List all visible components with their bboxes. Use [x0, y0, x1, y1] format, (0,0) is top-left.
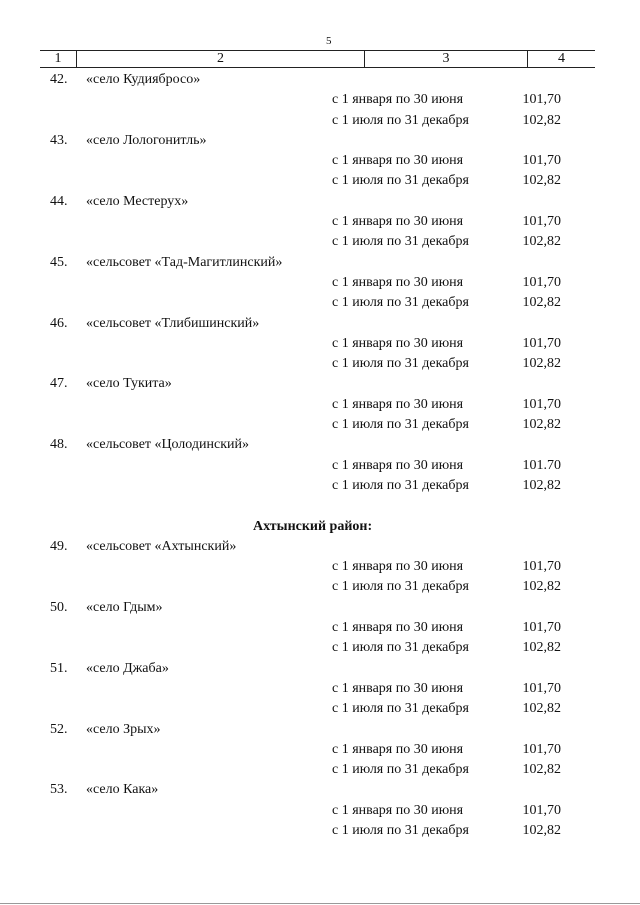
period-label: с 1 июля по 31 декабря: [332, 477, 469, 493]
table-row: [0, 456, 640, 476]
period-label: с 1 июля по 31 декабря: [332, 173, 469, 189]
table-row: [0, 557, 640, 577]
table-header: [40, 50, 595, 68]
period-label: с 1 января по 30 июня: [332, 680, 464, 696]
rate-value: 102,82: [522, 701, 561, 717]
entry-name: «сельсовет «Ахтынский»: [86, 538, 237, 554]
rate-value: 101,70: [522, 802, 561, 818]
period-label: с 1 января по 30 июня: [332, 741, 464, 757]
period-label: с 1 января по 30 июня: [332, 802, 464, 818]
entry-number: 50.: [50, 599, 68, 615]
table-row: [0, 821, 640, 841]
period-label: с 1 июля по 31 декабря: [332, 112, 469, 128]
header-col-4: 4: [558, 51, 565, 66]
blank-row: [0, 496, 640, 516]
table-row: [0, 679, 640, 699]
table-row: [0, 740, 640, 760]
rate-value: 102,82: [522, 234, 561, 250]
table-row: [0, 780, 640, 800]
entry-name: «село Местерух»: [86, 193, 189, 209]
rate-value: 102,82: [522, 822, 561, 838]
rate-value: 101,70: [522, 741, 561, 757]
rate-value: 102,82: [522, 417, 561, 433]
table-row: [0, 395, 640, 415]
table-row: [0, 415, 640, 435]
table-row: [0, 111, 640, 131]
table-row: [0, 212, 640, 232]
period-label: с 1 января по 30 июня: [332, 92, 464, 108]
entry-number: 46.: [50, 315, 68, 331]
table-row: [0, 232, 640, 252]
entry-name: «сельсовет «Цолодинский»: [86, 437, 249, 453]
table-row: [0, 354, 640, 374]
table-row: [0, 90, 640, 110]
rate-value: 101,70: [522, 335, 561, 351]
rate-value: 102,82: [522, 640, 561, 656]
table-row: [0, 720, 640, 740]
period-label: с 1 января по 30 июня: [332, 214, 464, 230]
period-label: с 1 января по 30 июня: [332, 153, 464, 169]
period-label: с 1 июля по 31 декабря: [332, 701, 469, 717]
entry-number: 52.: [50, 721, 68, 737]
entry-name: «село Тукита»: [86, 376, 172, 392]
table-row: [0, 70, 640, 90]
table-row: [0, 801, 640, 821]
entry-name: «село Джаба»: [86, 660, 169, 676]
table-row: [0, 699, 640, 719]
rate-value: 101,70: [522, 274, 561, 290]
entry-number: 45.: [50, 254, 68, 270]
entry-number: 53.: [50, 782, 68, 798]
period-label: с 1 июля по 31 декабря: [332, 822, 469, 838]
table-row: [0, 314, 640, 334]
table-row: [0, 618, 640, 638]
rate-value: 102,82: [522, 356, 561, 372]
header-col-3: 3: [365, 51, 528, 67]
period-label: с 1 июля по 31 декабря: [332, 579, 469, 595]
entry-name: «село Зрых»: [86, 721, 161, 737]
period-label: с 1 июля по 31 декабря: [332, 234, 469, 250]
entry-number: 48.: [50, 437, 68, 453]
rate-value: 101,70: [522, 396, 561, 412]
rate-value: 101,70: [522, 680, 561, 696]
page-bottom-rule: [0, 903, 640, 904]
rate-value: 102,82: [522, 762, 561, 778]
rate-value: 102,82: [522, 295, 561, 311]
rate-value: 102,82: [522, 477, 561, 493]
header-col-2: 2: [77, 51, 365, 67]
entry-number: 51.: [50, 660, 68, 676]
period-label: с 1 января по 30 июня: [332, 620, 464, 636]
table-row: [0, 171, 640, 191]
rate-value: 101,70: [522, 214, 561, 230]
table-row: [0, 476, 640, 496]
table-row: [0, 659, 640, 679]
entry-name: «село Гдым»: [86, 599, 163, 615]
period-label: с 1 июля по 31 декабря: [332, 417, 469, 433]
period-label: с 1 июля по 31 декабря: [332, 640, 469, 656]
header-col-1: 1: [40, 51, 77, 67]
rate-value: 101,70: [522, 559, 561, 575]
entry-number: 49.: [50, 538, 68, 554]
rate-value: 101,70: [522, 620, 561, 636]
period-label: с 1 января по 30 июня: [332, 274, 464, 290]
district-heading: Ахтынский район:: [253, 518, 373, 534]
page-number: 5: [326, 35, 332, 47]
entry-name: «село Кудиябросо»: [86, 72, 201, 87]
entry-number: 42.: [50, 72, 68, 87]
table-row: [0, 598, 640, 618]
entry-name: «сельсовет «Тлибишинский»: [86, 315, 260, 331]
table-row: [0, 638, 640, 658]
table-row: [0, 131, 640, 151]
table-row: [0, 253, 640, 273]
table-row: [0, 537, 640, 557]
rate-value: 101.70: [522, 457, 561, 473]
entry-name: «сельсовет «Тад-Магитлинский»: [86, 254, 283, 270]
period-label: с 1 июля по 31 декабря: [332, 295, 469, 311]
table-row: [0, 151, 640, 171]
district-heading-row: [0, 517, 640, 537]
rate-value: 102,82: [522, 173, 561, 189]
period-label: с 1 июля по 31 декабря: [332, 762, 469, 778]
period-label: с 1 января по 30 июня: [332, 457, 464, 473]
rate-value: 101,70: [522, 92, 561, 108]
table-row: [0, 293, 640, 313]
entry-number: 47.: [50, 376, 68, 392]
table-body: [0, 70, 640, 841]
period-label: с 1 января по 30 июня: [332, 335, 464, 351]
period-label: с 1 января по 30 июня: [332, 559, 464, 575]
entry-name: «село Лологонитль»: [86, 132, 207, 148]
rate-value: 102,82: [522, 112, 561, 128]
rate-value: 101,70: [522, 153, 561, 169]
table-row: [0, 577, 640, 597]
entry-number: 43.: [50, 132, 68, 148]
table-row: [0, 192, 640, 212]
table-row: [0, 760, 640, 780]
table-row: [0, 334, 640, 354]
entry-number: 44.: [50, 193, 68, 209]
period-label: с 1 января по 30 июня: [332, 396, 464, 412]
table-row: [0, 435, 640, 455]
table-row: [0, 273, 640, 293]
entry-name: «село Кака»: [86, 782, 159, 798]
table-row: [0, 374, 640, 394]
period-label: с 1 июля по 31 декабря: [332, 356, 469, 372]
rate-value: 102,82: [522, 579, 561, 595]
